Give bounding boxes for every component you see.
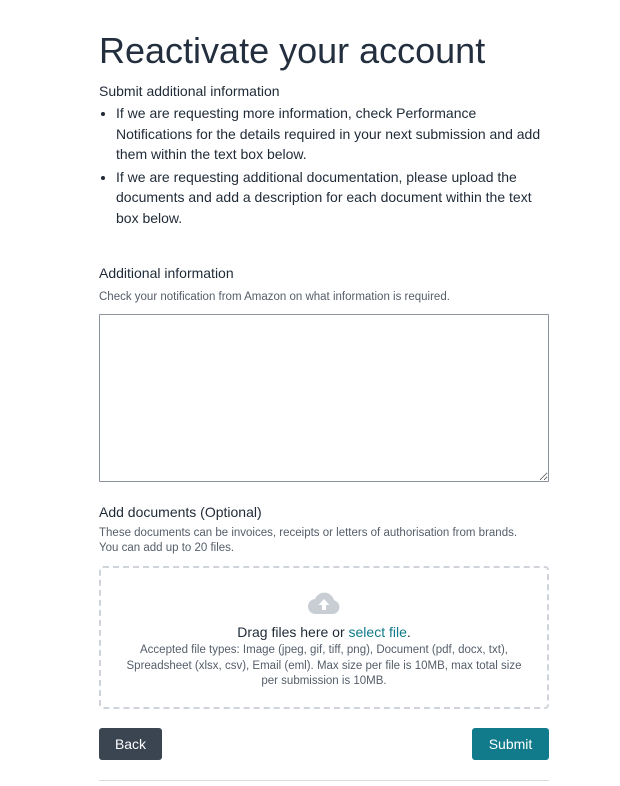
instruction-item: • If we are requesting additional documentation, please upload the documents and add a description for each document within the text box below. bbox=[116, 167, 549, 229]
drag-prefix: Drag files here or bbox=[237, 624, 349, 640]
back-button[interactable]: Back bbox=[99, 728, 162, 760]
select-file-link[interactable]: select file bbox=[348, 624, 407, 640]
additional-info-textarea[interactable] bbox=[99, 314, 549, 482]
add-documents-limit: You can add up to 20 files. bbox=[99, 542, 235, 554]
page-title: Reactivate your account bbox=[99, 30, 486, 71]
add-documents-hint: These documents can be invoices, receipts or letters of authorisation from brands. bbox=[99, 527, 518, 539]
instruction-list bbox=[99, 103, 549, 230]
additional-info-label: Additional information bbox=[99, 265, 234, 281]
drag-instruction bbox=[101, 623, 547, 641]
accepted-file-types: Accepted file types: Image (jpeg, gif, tiff, png), Document (pdf, docx, txt), Spreadsheet (xlsx, csv), Email (eml). Max size per file is 10MB, max total size per submission is 10MB. bbox=[126, 644, 522, 687]
add-documents-label: Add documents (Optional) bbox=[99, 504, 262, 520]
additional-info-hint: Check your notification from Amazon on what information is required. bbox=[99, 291, 450, 303]
page-subhead: Submit additional information bbox=[99, 83, 280, 99]
instruction-item: • If we are requesting more information, check Performance Notifications for the details required in your next submission and add them within the text box below. bbox=[116, 103, 549, 165]
submit-button[interactable]: Submit bbox=[472, 728, 549, 760]
drag-suffix: . bbox=[406, 624, 411, 640]
footer-divider bbox=[99, 780, 549, 781]
cloud-upload-icon bbox=[307, 590, 341, 616]
file-dropzone[interactable] bbox=[99, 566, 549, 709]
